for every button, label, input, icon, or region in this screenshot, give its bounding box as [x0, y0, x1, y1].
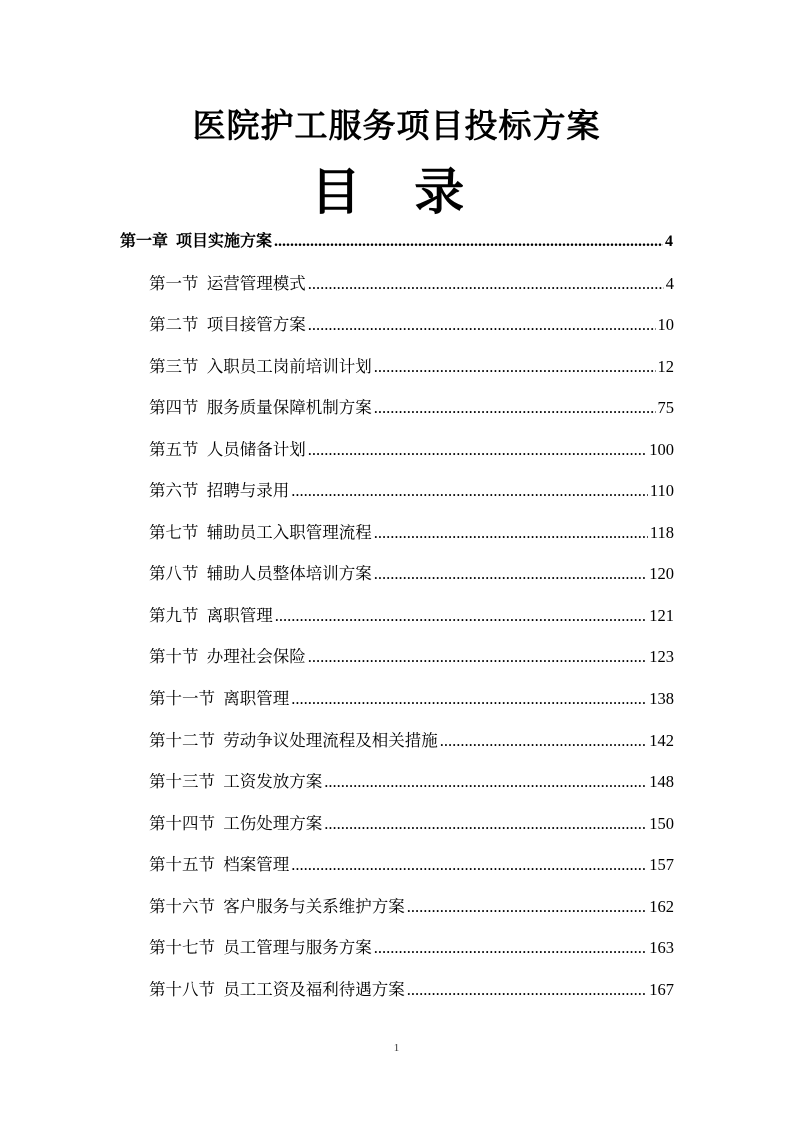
document-title: 医院护工服务项目投标方案: [192, 106, 601, 145]
toc-entry-page: 4: [665, 274, 674, 293]
toc-entry-page: 167: [649, 980, 674, 999]
dot-leader: [308, 647, 648, 667]
dot-leader: [440, 731, 648, 751]
toc-section-entry[interactable]: [149, 689, 674, 709]
toc-section-entry[interactable]: [149, 398, 674, 418]
toc-section-entry[interactable]: [149, 897, 674, 917]
page-number: 1: [393, 1042, 400, 1054]
toc-section-entry[interactable]: [149, 440, 674, 460]
toc-section-entry[interactable]: [149, 938, 674, 958]
dot-leader: [374, 523, 648, 543]
toc-entry-label: 第六节 招聘与录用: [149, 481, 290, 500]
toc-entry-page: 138: [649, 689, 674, 708]
toc-section-entry[interactable]: [149, 357, 674, 377]
dot-leader: [274, 232, 663, 252]
toc-entry-label: 第四节 服务质量保障机制方案: [149, 398, 372, 417]
dot-leader: [308, 440, 648, 460]
toc-entry-label: 第十节 办理社会保险: [149, 647, 306, 666]
toc-heading: 目 录: [310, 162, 483, 221]
toc-section-entry[interactable]: [149, 274, 674, 294]
toc-entry-label: 第十六节 客户服务与关系维护方案: [149, 897, 405, 916]
dot-leader: [374, 398, 656, 418]
toc-section-entry[interactable]: [149, 647, 674, 667]
toc-entry-page: 100: [649, 440, 674, 459]
toc-section-entry[interactable]: [149, 606, 674, 626]
toc-entry-page: 150: [649, 814, 674, 833]
toc-entry-page: 163: [649, 938, 674, 957]
dot-leader: [275, 606, 648, 626]
dot-leader: [324, 814, 647, 834]
dot-leader: [374, 938, 648, 958]
toc-entry-page: 120: [649, 564, 674, 583]
toc-entry-label: 第二节 项目接管方案: [149, 315, 306, 334]
toc-chapter-entry[interactable]: [120, 232, 673, 252]
toc-section-entry[interactable]: [149, 855, 674, 875]
toc-section-entry[interactable]: [149, 980, 674, 1000]
dot-leader: [308, 274, 664, 294]
toc-entry-page: 142: [649, 731, 674, 750]
dot-leader: [407, 897, 648, 917]
toc-entry-label: 第一节 运营管理模式: [149, 274, 306, 293]
toc-section-entry[interactable]: [149, 772, 674, 792]
toc-entry-label: 第五节 人员储备计划: [149, 440, 306, 459]
dot-leader: [291, 689, 647, 709]
toc-entry-label: 第十二节 劳动争议处理流程及相关措施: [149, 731, 438, 750]
dot-leader: [374, 564, 648, 584]
toc-entry-label: 第一章 项目实施方案: [120, 233, 273, 250]
toc-entry-label: 第三节 入职员工岗前培训计划: [149, 357, 372, 376]
toc-entry-page: 110: [649, 481, 674, 500]
toc-entry-label: 第十八节 员工工资及福利待遇方案: [149, 980, 405, 999]
toc-entry-label: 第十三节 工资发放方案: [149, 772, 323, 791]
dot-leader: [374, 357, 656, 377]
toc-entry-label: 第十一节 离职管理: [149, 689, 290, 708]
toc-entry-label: 第八节 辅助人员整体培训方案: [149, 564, 372, 583]
toc-section-entry[interactable]: [149, 814, 674, 834]
toc-section-entry[interactable]: [149, 523, 674, 543]
toc-entry-page: 123: [649, 647, 674, 666]
toc-section-entry[interactable]: [149, 315, 674, 335]
toc-entry-page: 162: [649, 897, 674, 916]
toc-entry-label: 第十五节 档案管理: [149, 855, 290, 874]
toc-section-entry[interactable]: [149, 564, 674, 584]
toc-section-entry[interactable]: [149, 731, 674, 751]
toc-entry-label: 第九节 离职管理: [149, 606, 273, 625]
dot-leader: [407, 980, 648, 1000]
toc-entry-page: 148: [649, 772, 674, 791]
toc-entry-label: 第十四节 工伤处理方案: [149, 814, 323, 833]
toc-entry-page: 12: [657, 357, 674, 376]
toc-entry-page: 157: [649, 855, 674, 874]
dot-leader: [308, 315, 656, 335]
dot-leader: [291, 481, 648, 501]
toc-entry-page: 4: [665, 233, 673, 250]
dot-leader: [324, 772, 647, 792]
toc-entry-label: 第十七节 员工管理与服务方案: [149, 938, 372, 957]
toc-section-entry[interactable]: [149, 481, 674, 501]
toc-entry-label: 第七节 辅助员工入职管理流程: [149, 523, 372, 542]
toc-entry-page: 75: [657, 398, 674, 417]
dot-leader: [291, 855, 647, 875]
toc-entry-page: 10: [657, 315, 674, 334]
toc-entry-page: 118: [649, 523, 674, 542]
toc-entry-page: 121: [649, 606, 674, 625]
